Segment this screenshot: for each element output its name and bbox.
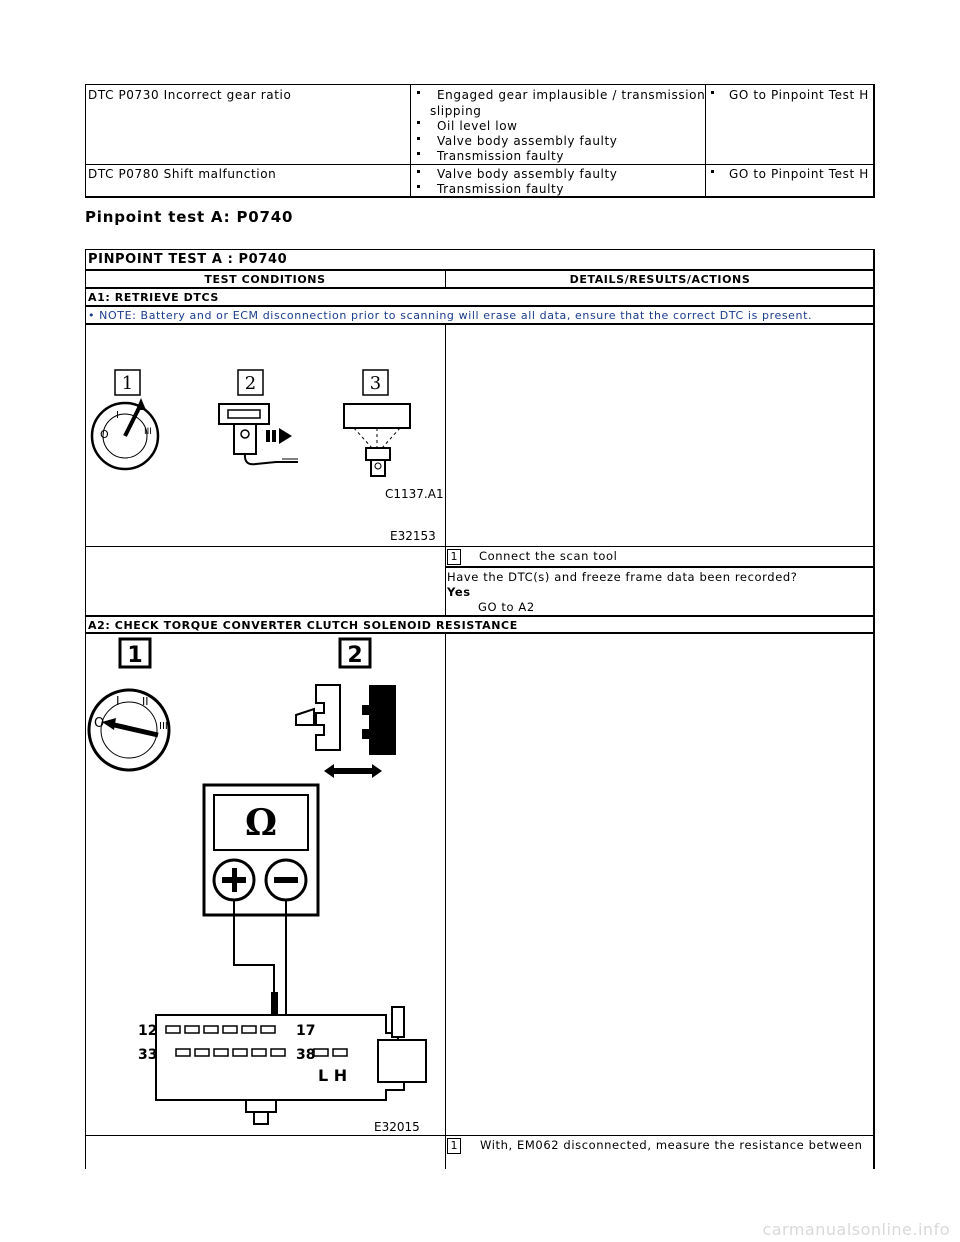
dtc-cause: slipping (430, 104, 482, 118)
figure-id: E32015 (374, 1120, 420, 1134)
dtc-action: GO to Pinpoint Test H (729, 88, 869, 102)
svg-text:I: I (116, 410, 119, 421)
figure-label: 3 (369, 373, 382, 394)
harness-connector-icon (138, 1007, 426, 1124)
bullet-icon (417, 91, 420, 94)
bullet-icon (711, 170, 714, 173)
note-text: • NOTE: Battery and or ECM disconnection prior to scanning will erase all data, ensure that the correct DTC is present. (88, 309, 813, 322)
section-title: Pinpoint test A: P0740 (85, 208, 294, 226)
pin-label: 17 (296, 1023, 316, 1039)
row-divider (85, 632, 875, 634)
dtc-cause: Transmission faulty (437, 182, 565, 196)
col-header-details: DETAILS/RESULTS/ACTIONS (569, 273, 751, 286)
figure-label: 1 (121, 373, 134, 394)
svg-text:O: O (94, 716, 105, 731)
step-text: Connect the scan tool (479, 549, 618, 563)
dtc-cause: Engaged gear implausible / transmission (437, 88, 706, 102)
row-divider (85, 323, 875, 325)
row-divider (445, 566, 875, 568)
row-divider (85, 1135, 875, 1136)
bullet-icon (711, 91, 714, 94)
dtc-cause: Transmission faulty (437, 149, 565, 163)
step-number: 1 (447, 549, 461, 565)
dtc-action: GO to Pinpoint Test H (729, 167, 869, 181)
figure-id: E32153 (390, 529, 436, 543)
figure-label: 2 (244, 373, 257, 394)
dtc-cause: Valve body assembly faulty (437, 134, 618, 148)
figure-e32153 (86, 326, 444, 546)
col-divider (445, 325, 446, 615)
footer-watermark: carmanualsonline.info (762, 1220, 950, 1239)
row-divider (85, 305, 875, 307)
figure-e32015 (86, 635, 444, 1135)
connector-disconnect-icon (296, 685, 396, 778)
ignition-switch-icon (92, 398, 158, 469)
dtc-code: DTC P0730 Incorrect gear ratio (88, 88, 292, 102)
step-number: 1 (447, 1138, 461, 1154)
dtc-row-divider (85, 164, 875, 165)
pinpoint-title: PINPOINT TEST A : P0740 (88, 252, 288, 267)
answer-yes: Yes (447, 585, 471, 599)
row-divider (85, 287, 875, 289)
pin-label: 38 (296, 1047, 316, 1063)
svg-text:III: III (144, 427, 152, 437)
ignition-switch-icon (89, 690, 169, 770)
question-text: Have the DTC(s) and freeze frame data been recorded? (447, 570, 798, 584)
bullet-icon (417, 185, 420, 188)
figure-label: 1 (127, 643, 143, 668)
col-divider (445, 634, 446, 1169)
figure-label: 2 (347, 643, 363, 668)
pin-label: 12 (138, 1023, 158, 1039)
svg-text:II: II (142, 695, 149, 708)
svg-text:III: III (159, 721, 168, 732)
svg-text:O: O (100, 428, 109, 441)
bullet-icon (417, 137, 420, 140)
col-header-conditions: TEST CONDITIONS (204, 273, 326, 286)
row-divider (85, 615, 875, 617)
dtc-cause: Oil level low (437, 119, 518, 133)
col-divider (445, 270, 446, 287)
step-heading-a1: A1: RETRIEVE DTCS (88, 291, 219, 304)
svg-text:I: I (116, 694, 120, 708)
pin-label: 33 (138, 1047, 158, 1063)
dtc-cause: Valve body assembly faulty (437, 167, 618, 181)
step-text: With, EM062 disconnected, measure the resistance between (480, 1138, 863, 1152)
lh-label: L H (318, 1066, 348, 1085)
bullet-icon (417, 170, 420, 173)
figure-code: C1137.A1 (385, 487, 444, 501)
ohm-symbol: Ω (244, 802, 278, 844)
dtc-col-divider (410, 84, 411, 198)
row-divider (85, 269, 875, 271)
bullet-icon (417, 152, 420, 155)
scan-tool-icon (344, 404, 410, 476)
bullet-icon (417, 121, 420, 124)
step-heading-a2: A2: CHECK TORQUE CONVERTER CLUTCH SOLENOID RESISTANCE (88, 619, 518, 632)
answer-action: GO to A2 (478, 600, 535, 614)
row-divider (85, 546, 875, 547)
dtc-code: DTC P0780 Shift malfunction (88, 167, 277, 181)
scan-tool-connector-icon (219, 404, 298, 464)
